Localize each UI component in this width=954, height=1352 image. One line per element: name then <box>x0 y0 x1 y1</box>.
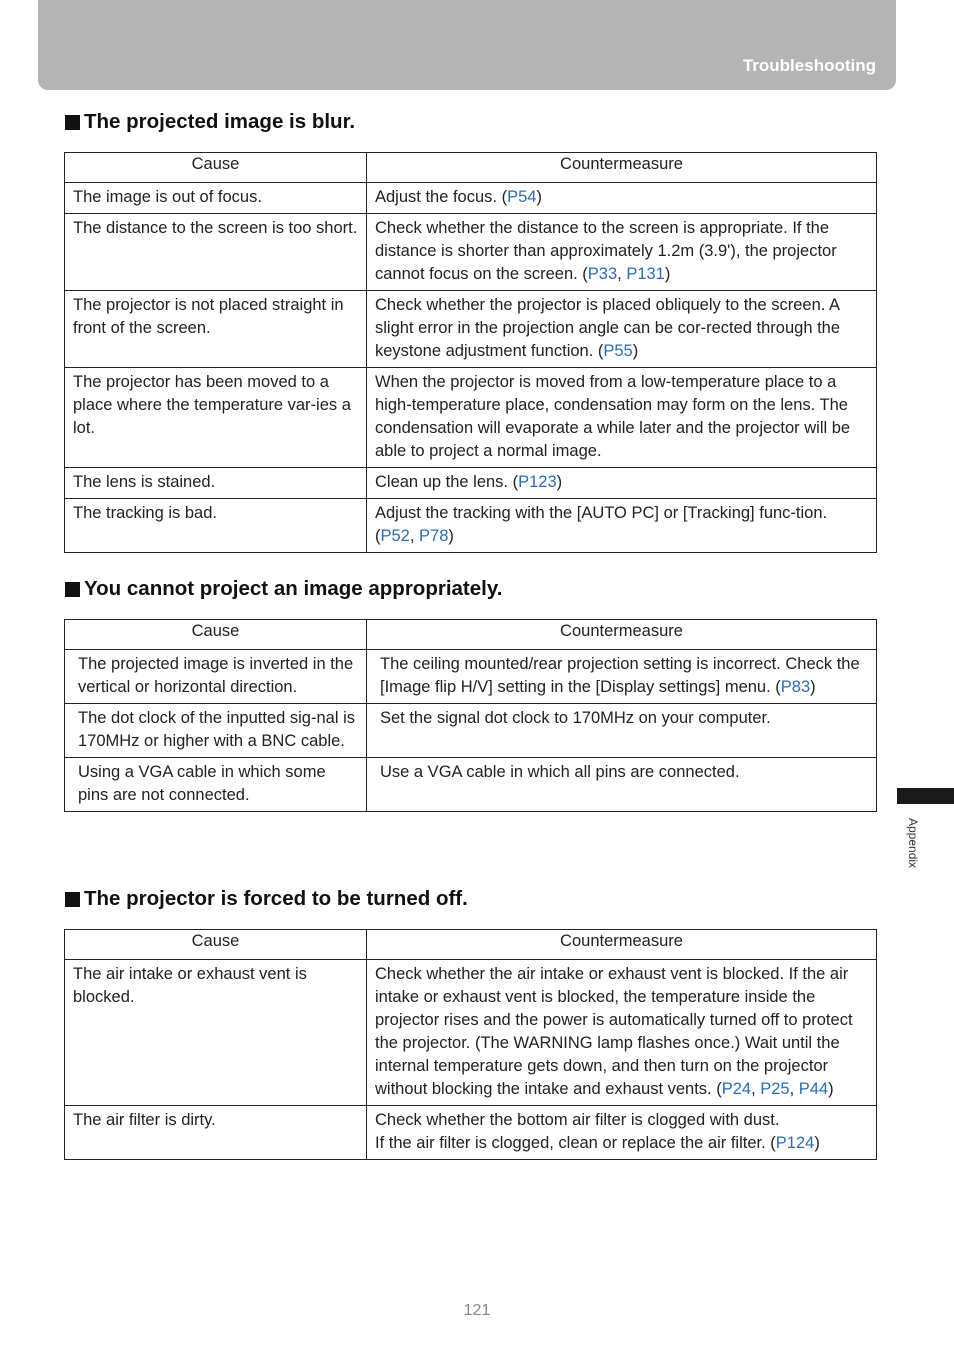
countermeasure-text: Use a VGA cable in which all pins are connected. <box>380 763 740 781</box>
page-reference-link[interactable]: P25 <box>760 1080 790 1098</box>
countermeasure-cell <box>367 368 877 468</box>
table-row <box>65 704 877 758</box>
square-bullet-icon <box>65 892 80 907</box>
countermeasure-text-end: ) <box>810 678 816 696</box>
table-header-row <box>65 153 877 183</box>
table-header-row <box>65 930 877 960</box>
countermeasure-text-end: ) <box>632 342 639 360</box>
section-heading-power-off <box>65 887 468 911</box>
countermeasure-text: When the projector is moved from a low-temperature place to a high-temperature place, condensation may form on the lens. The condensation will evaporate a while later and the projector will be able to project a normal image. <box>375 373 851 460</box>
countermeasure-cell <box>367 183 877 214</box>
countermeasure-text: Check whether the projector is placed obliquely to the screen. A slight error in the projection angle can be cor-rected through the keystone adjustment function. ( <box>375 296 841 360</box>
square-bullet-icon <box>65 582 80 597</box>
project-table <box>64 619 877 812</box>
cause-cell: The projector is not placed straight in front of the screen. <box>65 291 367 368</box>
countermeasure-cell: Adjust the tracking with the [AUTO PC] or [Tracking] func-tion. (P52, P78) <box>367 499 877 553</box>
cause-header: Cause <box>65 153 367 183</box>
countermeasure-cell <box>367 704 877 758</box>
header-bar <box>38 0 896 90</box>
power-off-table <box>64 929 877 1160</box>
square-bullet-icon <box>65 115 80 130</box>
countermeasure-cell <box>367 1106 877 1160</box>
page-reference-link[interactable]: P83 <box>780 678 811 696</box>
countermeasure-text-end: ) <box>556 473 563 491</box>
countermeasure-text-end: ) <box>828 1080 834 1098</box>
side-tab-label: Appendix <box>906 818 920 869</box>
countermeasure-cell <box>367 291 877 368</box>
page-reference-link[interactable]: P33 <box>587 265 618 283</box>
page-reference-link[interactable]: P78 <box>419 527 449 545</box>
countermeasure-cell: Check whether the air intake or exhaust vent is blocked. If the air intake or exhaust vent is blocked, the temperature inside the projector rises and the power is automatically turned off to protect the projector. (The WARNING lamp flashes once.) Wait until the internal temperature gets down, and then turn on the projector without blocking the intake and exhaust vents. (P24, P25, P44) <box>367 960 877 1106</box>
page-reference-link[interactable]: P44 <box>798 1080 829 1098</box>
countermeasure-cell <box>367 758 877 812</box>
table-row <box>65 758 877 812</box>
section-heading-project <box>65 577 502 601</box>
cause-cell: The image is out of focus. <box>65 183 367 214</box>
section-heading-text: The projected image is blur. <box>84 110 356 133</box>
countermeasure-text-end: ) <box>664 265 671 283</box>
cause-cell: Using a VGA cable in which some pins are not connected. <box>65 758 367 812</box>
table-row <box>65 214 877 291</box>
page-reference-link[interactable]: P124 <box>775 1134 815 1152</box>
cause-cell: The dot clock of the inputted sig-nal is 170MHz or higher with a BNC cable. <box>65 704 367 758</box>
blur-table <box>64 152 877 553</box>
countermeasure-text: Adjust the tracking with the [AUTO PC] or [Tracking] func-tion. ( <box>375 504 828 545</box>
cause-cell: The projected image is inverted in the vertical or horizontal direction. <box>65 650 367 704</box>
countermeasure-text: Check whether the bottom air filter is clogged with dust. If the air filter is clogged, clean or replace the air filter. ( <box>375 1111 780 1152</box>
section-heading-text: You cannot project an image appropriately. <box>84 577 503 600</box>
countermeasure-text: Clean up the lens. ( <box>375 473 519 491</box>
section-heading-text: The projector is forced to be turned off. <box>84 887 468 910</box>
table-row <box>65 1106 877 1160</box>
table-header-row <box>65 620 877 650</box>
table-row <box>65 183 877 214</box>
page-reference-link[interactable]: P55 <box>603 342 633 360</box>
page-number: 121 <box>463 1302 491 1319</box>
cause-header: Cause <box>65 620 367 650</box>
countermeasure-text: Set the signal dot clock to 170MHz on your computer. <box>380 709 771 727</box>
page-reference-link[interactable]: P131 <box>626 265 665 283</box>
countermeasure-text: Check whether the distance to the screen is appropriate. If the distance is shorter than approximately 1.2m (3.9'), the projector cannot focus on the screen. ( <box>375 219 837 283</box>
table-row <box>65 368 877 468</box>
countermeasure-header: Countermeasure <box>367 153 877 183</box>
countermeasure-cell: Check whether the distance to the screen is appropriate. If the distance is shorter than approximately 1.2m (3.9'), the projector cannot focus on the screen. (P33, P131) <box>367 214 877 291</box>
cause-cell: The air filter is dirty. <box>65 1106 367 1160</box>
page-reference-link[interactable]: P123 <box>518 473 557 491</box>
cause-cell: The air intake or exhaust vent is blocked. <box>65 960 367 1106</box>
countermeasure-text: Adjust the focus. ( <box>375 188 508 206</box>
countermeasure-text-end: ) <box>536 188 542 206</box>
cause-cell: The distance to the screen is too short. <box>65 214 367 291</box>
cause-header: Cause <box>65 930 367 960</box>
countermeasure-text-end: ) <box>448 527 454 545</box>
header-title: Troubleshooting <box>742 56 876 75</box>
table-row <box>65 960 877 1106</box>
countermeasure-header: Countermeasure <box>367 930 877 960</box>
section-heading-blur <box>65 110 355 134</box>
page-reference-link[interactable]: P54 <box>507 188 537 206</box>
countermeasure-cell <box>367 468 877 499</box>
countermeasure-text-end: ) <box>814 1134 820 1152</box>
countermeasure-text: Check whether the air intake or exhaust vent is blocked. If the air intake or exhaust vent is blocked, the temperature inside the projector rises and the power is automatically turned off to protect the projector. (The WARNING lamp flashes once.) Wait until the internal temperature gets down, and then turn on the projector without blocking the intake and exhaust vents. ( <box>375 965 853 1098</box>
table-row <box>65 291 877 368</box>
page-reference-link[interactable]: P52 <box>380 527 410 545</box>
countermeasure-text: The ceiling mounted/rear projection setting is incorrect. Check the [Image flip H/V] setting in the [Display settings] menu. ( <box>380 655 860 696</box>
page-reference-link[interactable]: P24 <box>721 1080 752 1098</box>
cause-cell: The tracking is bad. <box>65 499 367 553</box>
table-row <box>65 499 877 553</box>
chapter-tab-marker <box>897 788 954 804</box>
table-row <box>65 468 877 499</box>
cause-cell: The lens is stained. <box>65 468 367 499</box>
cause-cell: The projector has been moved to a place where the temperature var-ies a lot. <box>65 368 367 468</box>
countermeasure-header: Countermeasure <box>367 620 877 650</box>
table-row <box>65 650 877 704</box>
countermeasure-cell <box>367 650 877 704</box>
